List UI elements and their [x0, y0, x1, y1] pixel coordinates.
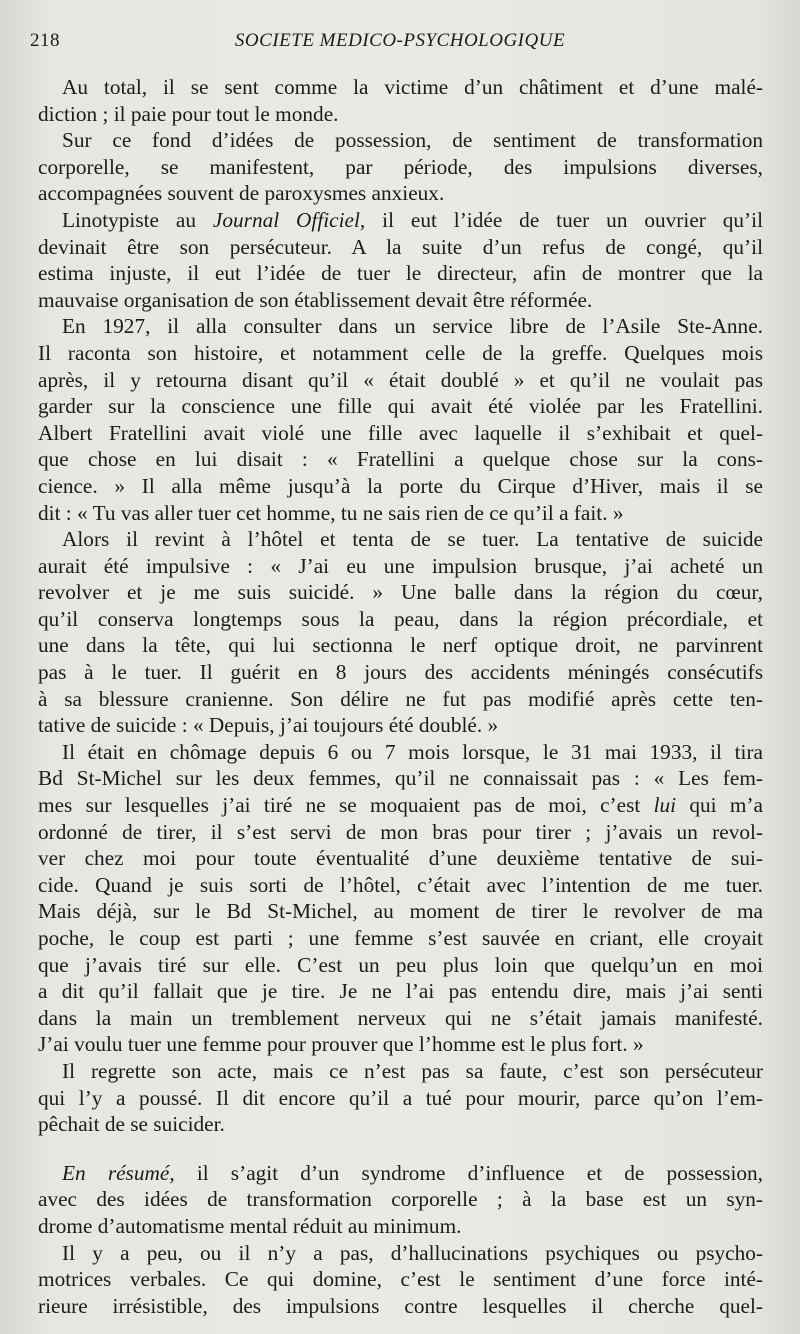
text-fragment: mes sur lesquelles j’ai tiré ne se moquaient pas de moi, c’est	[38, 793, 654, 818]
text-line: pêchait de se suicider.	[38, 1112, 225, 1137]
text-line: accompagnées souvent de paroxysmes anxieux.	[38, 181, 445, 206]
text-line: que chose en lui disait : « Fratellini a quelque chose sur la cons-	[38, 447, 763, 472]
text-fragment: Linotypiste au	[62, 207, 213, 232]
text-line: devinait être son persécuteur. A la suite d’un refus de congé, qu’il	[38, 234, 763, 259]
text-line: à sa blessure cranienne. Son délire ne fut pas modifié après cette ten-	[38, 686, 763, 711]
emphasis: lui	[653, 793, 677, 818]
emphasis: En résumé,	[62, 1160, 175, 1185]
paragraph	[38, 1058, 763, 1138]
text-line	[38, 1160, 763, 1187]
text-line: Albert Fratellini avait violé une fille avec laquelle il s’exhibait et quel-	[38, 420, 763, 445]
journal-title: SOCIETE MEDICO-PSYCHOLOGIQUE	[234, 30, 566, 51]
text-line: En 1927, il alla consulter dans un service libre de l’Asile Ste-Anne.	[62, 314, 763, 339]
paragraph	[38, 1240, 763, 1320]
text-fragment: il s’agit d’un syndrome d’influence et de possession,	[174, 1160, 763, 1185]
text-fragment: il eut l’idée de tuer un ouvrier qu’il	[365, 207, 763, 232]
body-text	[38, 74, 763, 1319]
text-line: tative de suicide : « Depuis, j’ai toujours été doublé. »	[38, 713, 499, 738]
text-line: après, il y retourna disant qu’il « était doublé » et qu’il ne voulait pas	[38, 367, 763, 392]
journal-name: Journal Officiel,	[212, 207, 366, 232]
text-line: mauvaise organisation de son établissement devait être réformée.	[38, 287, 593, 312]
paragraph	[38, 207, 763, 313]
text-line: une dans la tête, qui lui sectionna le nerf optique droit, ne parvinrent	[38, 633, 763, 658]
text-line: rieure irrésistible, des impulsions contre lesquelles il cherche quel-	[38, 1293, 763, 1318]
text-fragment: qui m’a	[676, 793, 763, 818]
text-line: dit : « Tu vas aller tuer cet homme, tu ne sais rien de ce qu’il a fait. »	[38, 500, 624, 525]
paragraph	[38, 526, 763, 739]
text-line: a dit qu’il fallait que je tire. Je ne l’ai pas entendu dire, mais j’ai senti	[38, 979, 763, 1004]
text-line: cience. » Il alla même jusqu’à la porte du Cirque d’Hiver, mais il se	[38, 473, 763, 498]
text-line: diction ; il paie pour tout le monde.	[38, 101, 339, 126]
paragraph	[38, 74, 763, 127]
text-line: ver chez moi pour toute éventualité d’une deuxième tentative de sui-	[38, 846, 763, 871]
paragraph	[38, 313, 763, 526]
text-line: ordonné de tirer, il s’est servi de mon bras pour tirer ; j’avais un revol-	[38, 819, 763, 844]
text-line: corporelle, se manifestent, par période, des impulsions diverses,	[38, 154, 763, 179]
text-line: Il était en chômage depuis 6 ou 7 mois lorsque, le 31 mai 1933, il tira	[62, 739, 763, 764]
text-line	[38, 207, 763, 234]
text-line: Alors il revint à l’hôtel et tenta de se tuer. La tentative de suicide	[62, 527, 763, 552]
text-line: Il regrette son acte, mais ce n’est pas sa faute, c’est son persécuteur	[62, 1058, 763, 1083]
text-line: motrices verbales. Ce qui domine, c’est le sentiment d’une force inté-	[38, 1267, 763, 1292]
text-line: avec des idées de transformation corporelle ; à la base est un syn-	[38, 1187, 763, 1212]
text-line: drome d’automatisme mental réduit au minimum.	[38, 1213, 462, 1238]
text-line: que j’avais tiré sur elle. C’est un peu plus loin que quelqu’un en moi	[38, 952, 763, 977]
text-line: aurait été impulsive : « J’ai eu une impulsion brusque, j’ai acheté un	[38, 553, 763, 578]
text-line: revolver et je me suis suicidé. » Une balle dans la région du cœur,	[38, 580, 763, 605]
text-line: Bd St-Michel sur les deux femmes, qu’il ne connaissait pas : « Les fem-	[38, 766, 763, 791]
text-line: garder sur la conscience une fille qui avait été violée par les Fratellini.	[38, 394, 763, 419]
text-line: Sur ce fond d’idées de possession, de sentiment de transformation	[62, 128, 763, 153]
text-line: dans la main un tremblement nerveux qui ne s’était jamais manifesté.	[38, 1005, 763, 1030]
paragraph	[38, 739, 763, 1058]
text-line: poche, le coup est parti ; une femme s’est sauvée en criant, elle croyait	[38, 926, 763, 950]
text-line: qu’il conserva longtemps sous la peau, dans la région précordiale, et	[38, 606, 763, 631]
text-line: estima injuste, il eut l’idée de tuer le directeur, afin de montrer que la	[38, 261, 763, 286]
text-line: Il raconta son histoire, et notamment celle de la greffe. Quelques mois	[38, 340, 763, 365]
text-line: J’ai voulu tuer une femme pour prouver que l’homme est le plus fort. »	[38, 1032, 644, 1057]
page-number: 218	[30, 30, 60, 51]
running-head	[30, 30, 770, 56]
text-line	[38, 792, 763, 819]
text-line: Au total, il se sent comme la victime d’un châtiment et d’une malé-	[62, 75, 763, 99]
text-line: Mais déjà, sur le Bd St-Michel, au moment de tirer le revolver de ma	[38, 899, 763, 924]
paragraph	[38, 127, 763, 207]
paragraph	[38, 1160, 763, 1240]
text-line: qui l’y a poussé. Il dit encore qu’il a tué pour mourir, parce qu’on l’em-	[38, 1085, 763, 1110]
text-line: cide. Quand je suis sorti de l’hôtel, c’était avec l’intention de me tuer.	[38, 872, 763, 897]
text-line: pas à le tuer. Il guérit en 8 jours des accidents méningés consécutifs	[38, 660, 763, 685]
text-line: Il y a peu, ou il n’y a pas, d’hallucinations psychiques ou psycho-	[62, 1240, 763, 1265]
